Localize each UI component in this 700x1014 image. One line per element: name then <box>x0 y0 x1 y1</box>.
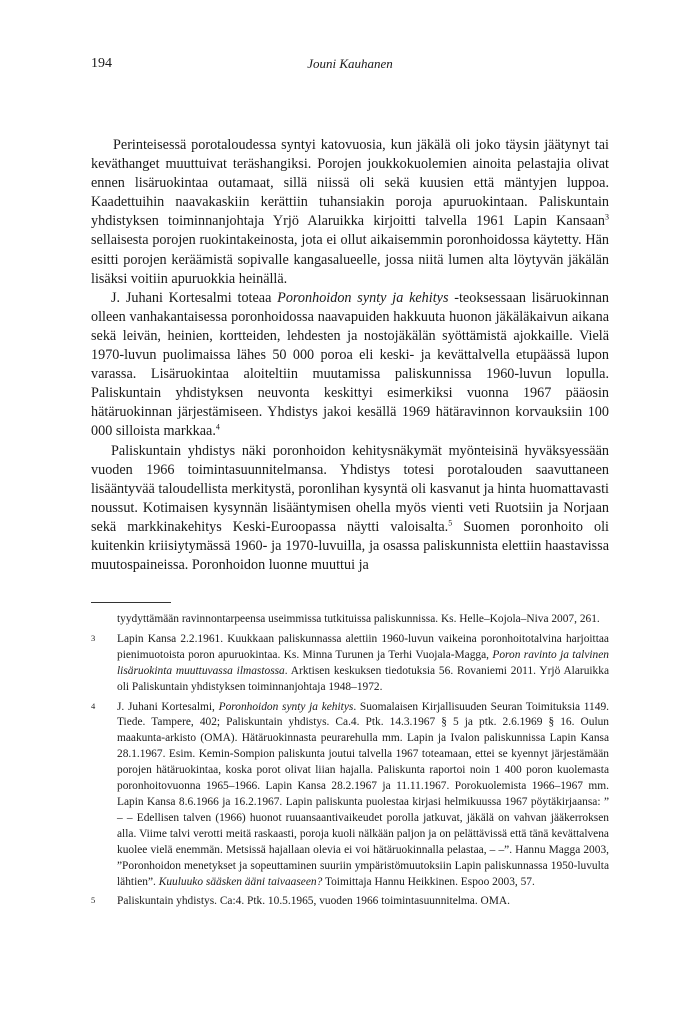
paragraph-2-text-b: -teoksessaan lisäruokinnan olleen vanhakantaisessa poronhoidossa naavapuiden hakkuuta huonon jäkäläkaivun aikana sekä leivän, heinien, kortteiden, lehdesten ja nostojäkälän syöttämistä ajokkaille. Vielä 1970-luvun puolimaissa lähes 50 000 poroa eli keski- ja kevättalvella etupäässä lupon varassa. Lisäruokintaa aloiteltiin muutamissa paliskunnissa 1960-luvun lopulla. Paliskuntain yhdistyksen neuvonta keskittyi esimerkiksi vuonna 1967 pääosin hätäruokinnan järjestämiseen. Yhdistys jakoi kesällä 1969 hätäravinnon korvauksiin 100 000 silloista markkaa. <box>91 289 609 440</box>
footnote-3-text-b: . Arktisen keskuksen tiedotuksia 56. Rovaniemi 2011. Yrjö Alaruikka oli Paliskuntain yhdistyksen toiminnanjohtaja 1948–1972. <box>117 664 610 693</box>
footnote-4-number: 4 <box>91 700 96 711</box>
footnote-5-text: Paliskuntain yhdistys. Ca:4. Ptk. 10.5.1965, vuoden 1966 toimintasuunnitelma. OMA. <box>117 895 510 908</box>
footnote-4 <box>91 700 609 891</box>
footnote-divider <box>91 602 171 603</box>
footnote-4-italic: Poronhoidon synty ja kehitys <box>218 700 354 713</box>
paragraph-2 <box>91 289 609 442</box>
paragraph-3 <box>91 442 609 576</box>
footnote-5 <box>91 894 609 910</box>
footnotes <box>91 612 609 914</box>
book-title-italic: Poronhoidon synty ja kehitys <box>277 289 449 306</box>
footnote-4-text-b: . Suomalaisen Kirjallisuuden Seuran Toimituksia 1149. Tiede. Tampere, 402; Paliskuntain yhdistys. Ca.4. Ptk. 14.3.1967 § 5 ja ptk. 2.6.1969 § 16. Oulun maakunta-arkisto (OMA). Hätäruokinnasta peurarehulla mm. Lapin ja Ivalon paliskunnissa Lapin Kansa 28.1.1967. Esim. Kemin-Sompion paliskunta joutui talvella 1967 toteamaan, ettei se kyennyt järjestämään porojen hätäruokintaa, koska porot olivat liian hajalla. Paliskunta raportoi noin 1 400 poron kuolemasta poronhoitovuonna 1965–1966. Lapin Kansa 28.2.1967 ja 11.11.1967. Porokuolemista 1966–1967 mm. Lapin Kansa 8.6.1966 ja 16.2.1967. Lapin paliskunta puolestaa kirjasi helmikuussa 1967 pöytäkirjaansa: ” – – Edellisen talven (1966) huonot ruuansaantivaikeudet porolla jatkuvat, jäkälä on vahvan jääkerroksen alla. Viime talvi verotti meitä raskaasti, poroja kuoli nälkään paljon ja on pelättävissä että tänä kevättalvena kuolee vielä enemmän. Metsissä hajallaan olevia ei voi hätäruokinnalla pelastaa, – –”. Hannu Magga 2003, ”Poronhoidon menetykset ja sopeuttaminen suuriin ympäristömuutoksiin Lapin paliskunnassa 1950-luvulta lähtien”. <box>117 700 609 888</box>
paragraph-1-text: Perinteisessä porotaloudessa syntyi katovuosia, kun jäkälä oli joko täysin jäätynyt tai keväthanget muuttuivat teräshangiksi. Porojen joukkokuolemien ainoita pelastajia olivat ennen lisäruokintaa outamaat, sillä niissä oli sekä kuusien että mäntyjen luppoa. Kaadettuihin naavakaskiin kerättiin tuhansiakin poroja apuruokintaan. Paliskuntain yhdistyksen toiminnanjohtaja Yrjö Alaruikka kirjoitti talvella 1961 Lapin Kansaan <box>91 137 609 230</box>
footnote-5-number: 5 <box>91 895 96 906</box>
footnote-ref-4: 4 <box>215 422 220 432</box>
footnote-4-italic-2: Kuuluuko sääsken ääni taivaaseen? <box>158 875 323 888</box>
footnote-continued <box>91 612 609 628</box>
footnote-4-text-c: Toimittaja Hannu Heikkinen. Espoo 2003, 57. <box>322 875 535 888</box>
footnote-ref-5: 5 <box>448 518 453 528</box>
paragraph-1-end: sellaisesta porojen ruokintakeinosta, jota ei ollut aikaisemmin poronhoidossa käytetty. Hän esitti porojen keräämistä sopivalle kangasalueelle, jossa niitä lumen alta löytyvän jäkälän lisäksi voitiin apuruokkia heinällä. <box>91 232 609 287</box>
footnote-3-text-a: Lapin Kansa 2.2.1961. Kuukkaan paliskunnassa alettiin 1960-luvun vaikeina poronhoitotalvina harjoittaa pienimuotoista poron apuruokintaa. Ks. Minna Turunen ja Terhi Vuojala-Magga, <box>117 632 609 661</box>
footnote-4-text-a: J. Juhani Kortesalmi, <box>117 700 219 713</box>
footnote-3-italic: Poron ravinto ja talvinen lisäruokinta muuttuvassa ilmastossa <box>117 648 609 677</box>
paragraph-1 <box>91 136 609 289</box>
page-number: 194 <box>91 56 112 71</box>
paragraph-2-text-a: J. Juhani Kortesalmi toteaa <box>111 289 278 306</box>
footnote-3 <box>91 632 609 696</box>
paragraph-3-text: Paliskuntain yhdistys näki poronhoidon kehitysnäkymät myönteisinä hyväksyessään vuoden 1966 toimintasuunnitelmansa. Yhdistys totesi porotalouden saavuttaneen lisääntyvää taloudellista merkitystä, poronlihan kysyntä oli kasvanut ja hinta huomattavasti noussut. Kotimaisen kysynnän lisääntymisen ohella myös vienti veti Ruotsiin ja Norjaan sekä markkinakehitys Keski-Euroopassa näytti valoisalta. <box>91 442 609 535</box>
running-head <box>91 56 609 74</box>
footnote-3-number: 3 <box>91 632 96 643</box>
paragraph-3-end: Suomen poronhoito oli kuitenkin kriisiytymässä 1960- ja 1970-luvuilla, ja osassa paliskunnista elettiin haastavissa muutospaineissa. Poronhoidon luonne muuttui ja <box>91 518 609 574</box>
body-text <box>91 136 609 575</box>
footnote-ref-3: 3 <box>605 212 609 222</box>
running-title: Jouni Kauhanen <box>307 56 393 71</box>
footnote-continued-text: tyydyttämään ravinnontarpeensa useimmissa tutkituissa paliskunnissa. Ks. Helle–Kojola–Niva 2007, 261. <box>117 613 600 625</box>
